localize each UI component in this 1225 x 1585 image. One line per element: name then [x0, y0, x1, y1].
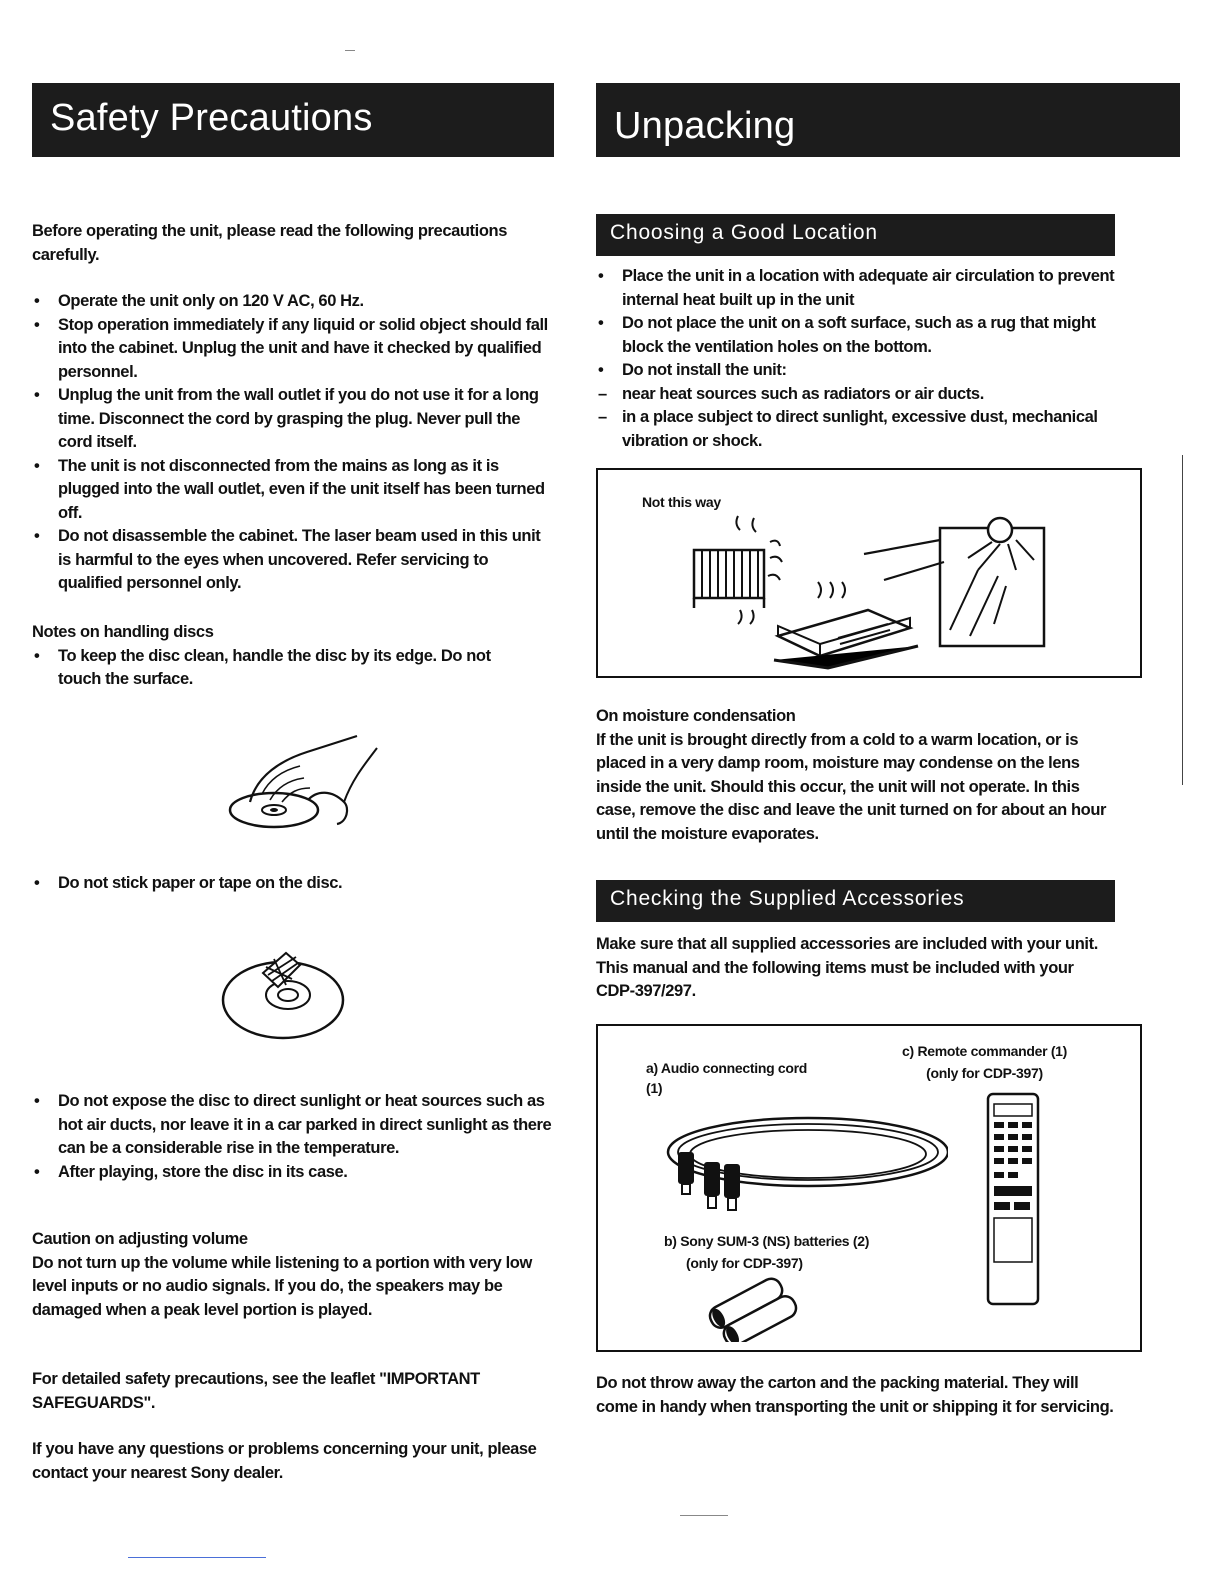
list-item [32, 872, 532, 896]
discs-bullet-text: Do not stick paper or tape on the disc. [58, 874, 343, 892]
safety-bullet-text: Do not disassemble the cabinet. The laser beam used in this unit is harmful to the eyes when uncovered. Refer servicing to qualified personnel only. [58, 527, 541, 592]
heat-and-sunlight-illustration [678, 510, 1118, 670]
discs-section [32, 621, 532, 692]
dash-mark: – [598, 384, 607, 403]
moisture-text: If the unit is brought directly from a cold to a warm location, or is placed in a very damp room, moisture may condense on the lens inside the unit. Should this occur, the unit will not operate. In this case, remove the disc and leave the unit turned on for about an hour until the moisture evaporates. [596, 730, 1107, 843]
bullet-mark: • [34, 1162, 40, 1181]
list-item [596, 265, 1116, 312]
list-item [596, 406, 1116, 453]
bullet-mark: • [598, 267, 604, 285]
accessories-intro [596, 933, 1106, 1004]
not-this-way-figure [596, 468, 1142, 678]
discs-bullet-3 [32, 1090, 552, 1184]
location-section [596, 265, 1116, 453]
list-item [32, 1090, 552, 1161]
carton-note [596, 1372, 1121, 1419]
list-item [32, 455, 552, 526]
moisture-heading: On moisture condensation [596, 707, 796, 725]
location-bullet-text: Do not install the unit: [622, 361, 787, 379]
bullet-mark: • [34, 315, 40, 334]
location-dash-text: in a place subject to direct sunlight, excessive dust, mechanical vibration or shock. [622, 408, 1098, 450]
disc-with-tape-illustration [208, 945, 358, 1045]
right-margin-line [1182, 455, 1183, 785]
discs-bullet-2 [32, 872, 532, 896]
dealer-text: If you have any questions or problems concerning your unit, please contact your nearest Sony dealer. [32, 1440, 537, 1482]
checking-accessories-heading: Checking the Supplied Accessories [596, 880, 1115, 922]
safety-bullet-text: Operate the unit only on 120 V AC, 60 Hz. [58, 292, 364, 310]
batteries-illustration [696, 1272, 826, 1342]
scan-artifact [345, 50, 355, 51]
bullet-mark: • [34, 1092, 40, 1110]
accessory-c-label-group [902, 1040, 1067, 1084]
discs-bullet-text: After playing, store the disc in its case. [58, 1162, 348, 1181]
volume-heading: Caution on adjusting volume [32, 1230, 248, 1248]
location-bullet-list [596, 265, 1116, 453]
scan-artifact [680, 1515, 728, 1516]
radiator-icon [694, 516, 782, 624]
safety-intro [32, 220, 512, 267]
list-item [32, 314, 552, 385]
list-item [596, 383, 1116, 407]
bullet-mark: • [598, 361, 604, 379]
list-item [32, 525, 552, 596]
accessory-c-note: (only for CDP-397) [926, 1065, 1043, 1081]
safety-bullet-text: Unplug the unit from the wall outlet if you do not use it for a long time. Disconnect the cord by grasping the plug. Never pull the cord itself. [58, 386, 539, 451]
accessories-intro-text: Make sure that all supplied accessories are included with your unit. This manual and the following items must be included with your CDP-397/297. [596, 935, 1098, 1000]
accessories-figure [596, 1024, 1142, 1352]
list-item [32, 290, 552, 314]
discs-bullet-list-2 [32, 872, 532, 896]
list-item [32, 1161, 552, 1185]
volume-text: Do not turn up the volume while listening to a portion with very low level inputs or no audio signals. If you do, the speakers may be damaged when a peak level portion is played. [32, 1253, 532, 1319]
bullet-mark: • [34, 386, 40, 404]
accessory-b-label-group [664, 1230, 869, 1274]
footer-link-underline [128, 1557, 266, 1558]
choosing-location-heading: Choosing a Good Location [596, 214, 1115, 256]
safety-bullet-list [32, 290, 552, 596]
not-this-way-label: Not this way [642, 494, 721, 510]
rca-plug-icon [678, 1152, 694, 1194]
dash-mark: – [598, 408, 607, 426]
bullet-mark: • [34, 527, 40, 545]
hand-holding-disc-illustration [212, 730, 392, 840]
safety-precautions-title: Safety Precautions [32, 83, 554, 157]
cd-player-unit-icon [774, 610, 918, 668]
bullet-mark: • [34, 646, 40, 665]
accessory-c-label: c) Remote commander (1) [902, 1043, 1068, 1059]
rca-plug-icon [704, 1162, 740, 1210]
bullet-mark: • [34, 292, 40, 310]
location-dash-text: near heat sources such as radiators or air ducts. [622, 384, 984, 403]
accessory-b-label: b) Sony SUM-3 (NS) batteries (2) [664, 1233, 870, 1249]
bullet-mark: • [34, 874, 40, 892]
leaflet-note [32, 1368, 557, 1415]
list-item [32, 645, 532, 692]
volume-section [32, 1228, 547, 1322]
location-bullet-text: Place the unit in a location with adequate air circulation to prevent internal heat built up in the unit [622, 267, 1115, 309]
bullet-mark: • [34, 456, 40, 475]
safety-intro-text: Before operating the unit, please read the following precautions carefully. [32, 222, 507, 264]
discs-bullet-list-3 [32, 1090, 552, 1184]
discs-bullet-text: Do not expose the disc to direct sunlight or heat sources such as hot air ducts, nor leave it in a car parked in direct sunlight as there can be a considerable rise in the temperature. [58, 1092, 552, 1157]
remote-commander-illustration [984, 1090, 1044, 1308]
audio-cord-illustration [658, 1106, 948, 1216]
location-bullet-text: Do not place the unit on a soft surface, such as a rug that might block the ventilation holes on the bottom. [622, 314, 1096, 356]
discs-bullet-list [32, 645, 532, 692]
list-item [32, 384, 552, 455]
unpacking-title: Unpacking [596, 83, 1180, 157]
accessory-a-label: a) Audio connecting cord (1) [646, 1060, 808, 1096]
safety-bullet-text: Stop operation immediately if any liquid or solid object should fall into the cabinet. Unplug the unit and have it checked by qualified personnel. [58, 315, 548, 381]
dealer-note [32, 1438, 552, 1485]
accessory-b-note: (only for CDP-397) [686, 1255, 803, 1271]
moisture-section [596, 705, 1121, 846]
discs-bullet-text: To keep the disc clean, handle the disc by its edge. Do not touch the surface. [58, 646, 491, 688]
discs-heading: Notes on handling discs [32, 623, 214, 641]
carton-text: Do not throw away the carton and the packing material. They will come in handy when transporting the unit or shipping it for servicing. [596, 1374, 1114, 1416]
leaflet-text: For detailed safety precautions, see the leaflet "IMPORTANT SAFEGUARDS". [32, 1370, 480, 1412]
list-item [596, 359, 1116, 383]
bullet-mark: • [598, 314, 604, 332]
safety-bullet-text: The unit is not disconnected from the mains as long as it is plugged into the wall outlet, even if the unit itself has been turned off. [58, 456, 545, 522]
list-item [596, 312, 1116, 359]
